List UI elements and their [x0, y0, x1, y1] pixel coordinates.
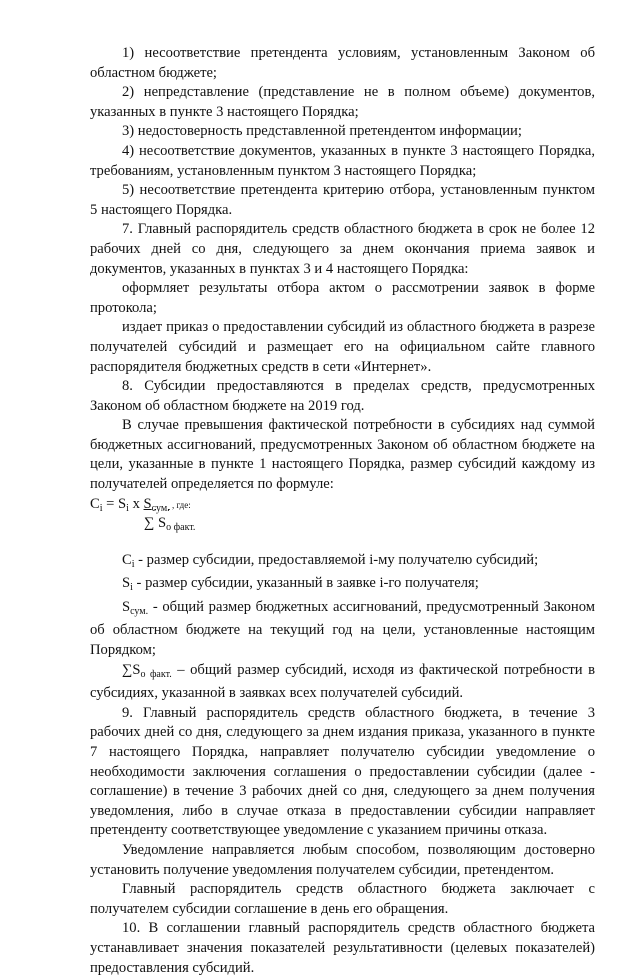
- paragraph-10: 10. В соглашении главный распорядитель средств областного бюджета устанавливает значения показателей результативности (целевых показателей) предоставления субсидий.: [90, 920, 595, 976]
- def-sfact-text: – общий размер субсидий, исходя из фактической потребности в субсидиях, указанной в заявках всех получателей субсидий.: [90, 661, 596, 702]
- def-ssum-sub: сум.: [130, 605, 149, 617]
- formula-eq: = S: [102, 495, 127, 512]
- sigma-icon: ∑: [144, 514, 155, 531]
- paragraph-9a: Уведомление направляется любым способом, позволяющим достоверно установить получение уведомления получателем субсидии, претендентом.: [90, 841, 595, 878]
- paragraph-7: 7. Главный распорядитель средств областного бюджета в срок не более 12 рабочих дней со дня, следующего за днем окончания приема заявок и документов, указанных в пунктах 3 и 4 настоящего Порядка:: [90, 221, 595, 277]
- document-page: [90, 44, 595, 978]
- def-ci-sub: i: [131, 558, 135, 570]
- def-ssum-symbol: S: [122, 598, 131, 615]
- definition-ci: [90, 551, 595, 575]
- definition-si: [90, 574, 595, 598]
- list-item-2: 2) непредставление (представление не в полном объеме) документов, указанных в пункте 3 настоящего Порядка;: [90, 84, 595, 120]
- definition-sfact: [90, 661, 595, 704]
- formula-si-sub: i: [126, 502, 129, 514]
- def-si-sub: i: [130, 582, 133, 594]
- def-sfact-symbol: ∑S: [122, 661, 141, 678]
- formula-ci-sub: i: [99, 502, 103, 514]
- def-sfact-sub: о факт.: [140, 668, 172, 680]
- def-ci-symbol: C: [122, 551, 132, 568]
- formula-times: x: [128, 495, 144, 512]
- formula-den-sub: о факт.: [166, 521, 196, 533]
- list-item-5: 5) несоответствие претендента критерию отбора, установленным пунктом 5 настоящего Порядка.: [90, 182, 595, 218]
- def-si-text: - размер субсидии, указанный в заявке i-го получателя;: [132, 575, 479, 592]
- paragraph-9: 9. Главный распорядитель средств областного бюджета, в течение 3 рабочих дней со дня, следующего за днем издания приказа, указанного в пункте 7 настоящего Порядка, направляет получателю субсидии уведомление о необходимости заключения соглашения о предоставлении субсидии (далее - соглашение) в течение 3 рабочих дней со дня, следующего за днем получения уведомления, либо в случае отказа в предоставлении субсидии направляет претенденту соответствующее уведомление с указанием причины отказа.: [90, 704, 595, 839]
- def-si-symbol: S: [122, 575, 131, 592]
- paragraph-7b: издает приказ о предоставлении субсидий из областного бюджета в разрезе получателей субсидий и размещает его на официальном сайте главного распорядителя бюджетных средств в сети «Интернет».: [90, 319, 595, 375]
- subsidy-formula: [90, 495, 595, 551]
- formula-ssum: [144, 496, 170, 512]
- list-item-4: 4) несоответствие документов, указанных в пункте 3 настоящего Порядка, требованиям, установленным пунктом 3 настоящего Порядка;: [90, 142, 595, 179]
- formula-ci: C: [90, 495, 100, 512]
- paragraph-7a: оформляет результаты отбора актом о рассмотрении заявок в форме протокола;: [90, 280, 595, 316]
- paragraph-9b: Главный распорядитель средств областного бюджета заключает с получателем субсидии соглашение в день его обращения.: [90, 881, 595, 917]
- def-ci-text: - размер субсидии, предоставляемой i-му получателю субсидий;: [134, 551, 539, 568]
- formula-den-s: S: [154, 514, 167, 531]
- formula-ssum-sub: сум.: [151, 502, 170, 514]
- formula-ssum-symbol: S: [143, 495, 152, 512]
- def-ssum-text: - общий размер бюджетных ассигнований, предусмотренный Законом об областном бюджете на текущий год на цели, установленные настоящим Порядком;: [90, 598, 595, 659]
- formula-denominator-line: [144, 514, 195, 538]
- paragraph-8: 8. Субсидии предоставляются в пределах средств, предусмотренных Законом об областном бюджете на 2019 год.: [90, 378, 595, 414]
- paragraph-8a: В случае превышения фактической потребности в субсидиях над суммой бюджетных ассигнований, предусмотренных Законом об областном бюджете на цели, указанные в пункте 1 настоящего Порядка, размер субсидий каждому из получателей определяется по формуле:: [90, 417, 595, 493]
- formula-where: , где:: [169, 499, 191, 510]
- list-item-1: 1) несоответствие претендента условиям, установленным Законом об областном бюджете;: [90, 45, 595, 81]
- list-item-3: 3) недостоверность представленной претендентом информации;: [122, 123, 522, 140]
- definition-ssum: [90, 598, 595, 661]
